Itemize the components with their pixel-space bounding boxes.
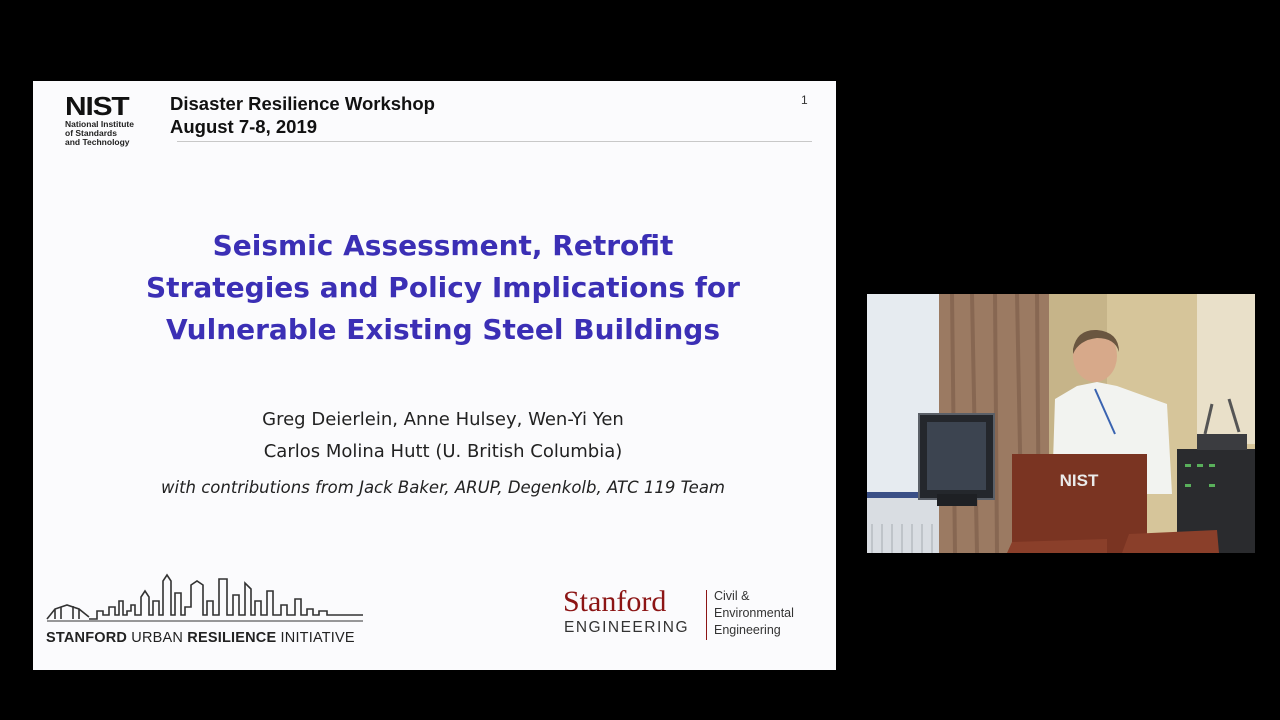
urban-resilience-initiative: STANFORD URBAN RESILIENCE INITIATIVE <box>46 630 355 646</box>
nist-logo-subtitle: National Institute of Standards and Technology <box>65 119 134 147</box>
skyline-logo-icon <box>45 571 365 631</box>
workshop-name: Disaster Resilience Workshop <box>170 93 435 114</box>
stanford-engineering-logo <box>563 586 823 646</box>
workshop-header <box>170 92 435 138</box>
speaker-camera-view <box>867 294 1255 553</box>
slide-number: 1 <box>801 93 808 107</box>
header-divider <box>177 141 812 142</box>
logo-divider <box>706 590 707 640</box>
contributions: with contributions from Jack Baker, ARUP, Degenkolb, ATC 119 Team <box>160 478 726 497</box>
engineering-wordmark: ENGINEERING <box>564 619 690 636</box>
workshop-date: August 7-8, 2019 <box>170 116 318 137</box>
speaker-scene-icon <box>867 294 1255 553</box>
nist-logo <box>65 93 165 147</box>
stanford-wordmark: Stanford <box>563 585 667 618</box>
slide-title: Seismic Assessment, Retrofit Strategies and Policy Implications for Vulnerable Existing Steel Buildings <box>146 229 740 346</box>
nist-logo-word: NIST <box>65 91 129 121</box>
authors: Greg Deierlein, Anne Hulsey, Wen-Yi Yen Carlos Molina Hutt (U. British Columbia) <box>262 409 624 462</box>
department-name: Civil & Environmental Engineering <box>714 589 794 637</box>
presentation-slide <box>33 81 836 670</box>
podium-nist-logo: NIST <box>1059 471 1099 490</box>
